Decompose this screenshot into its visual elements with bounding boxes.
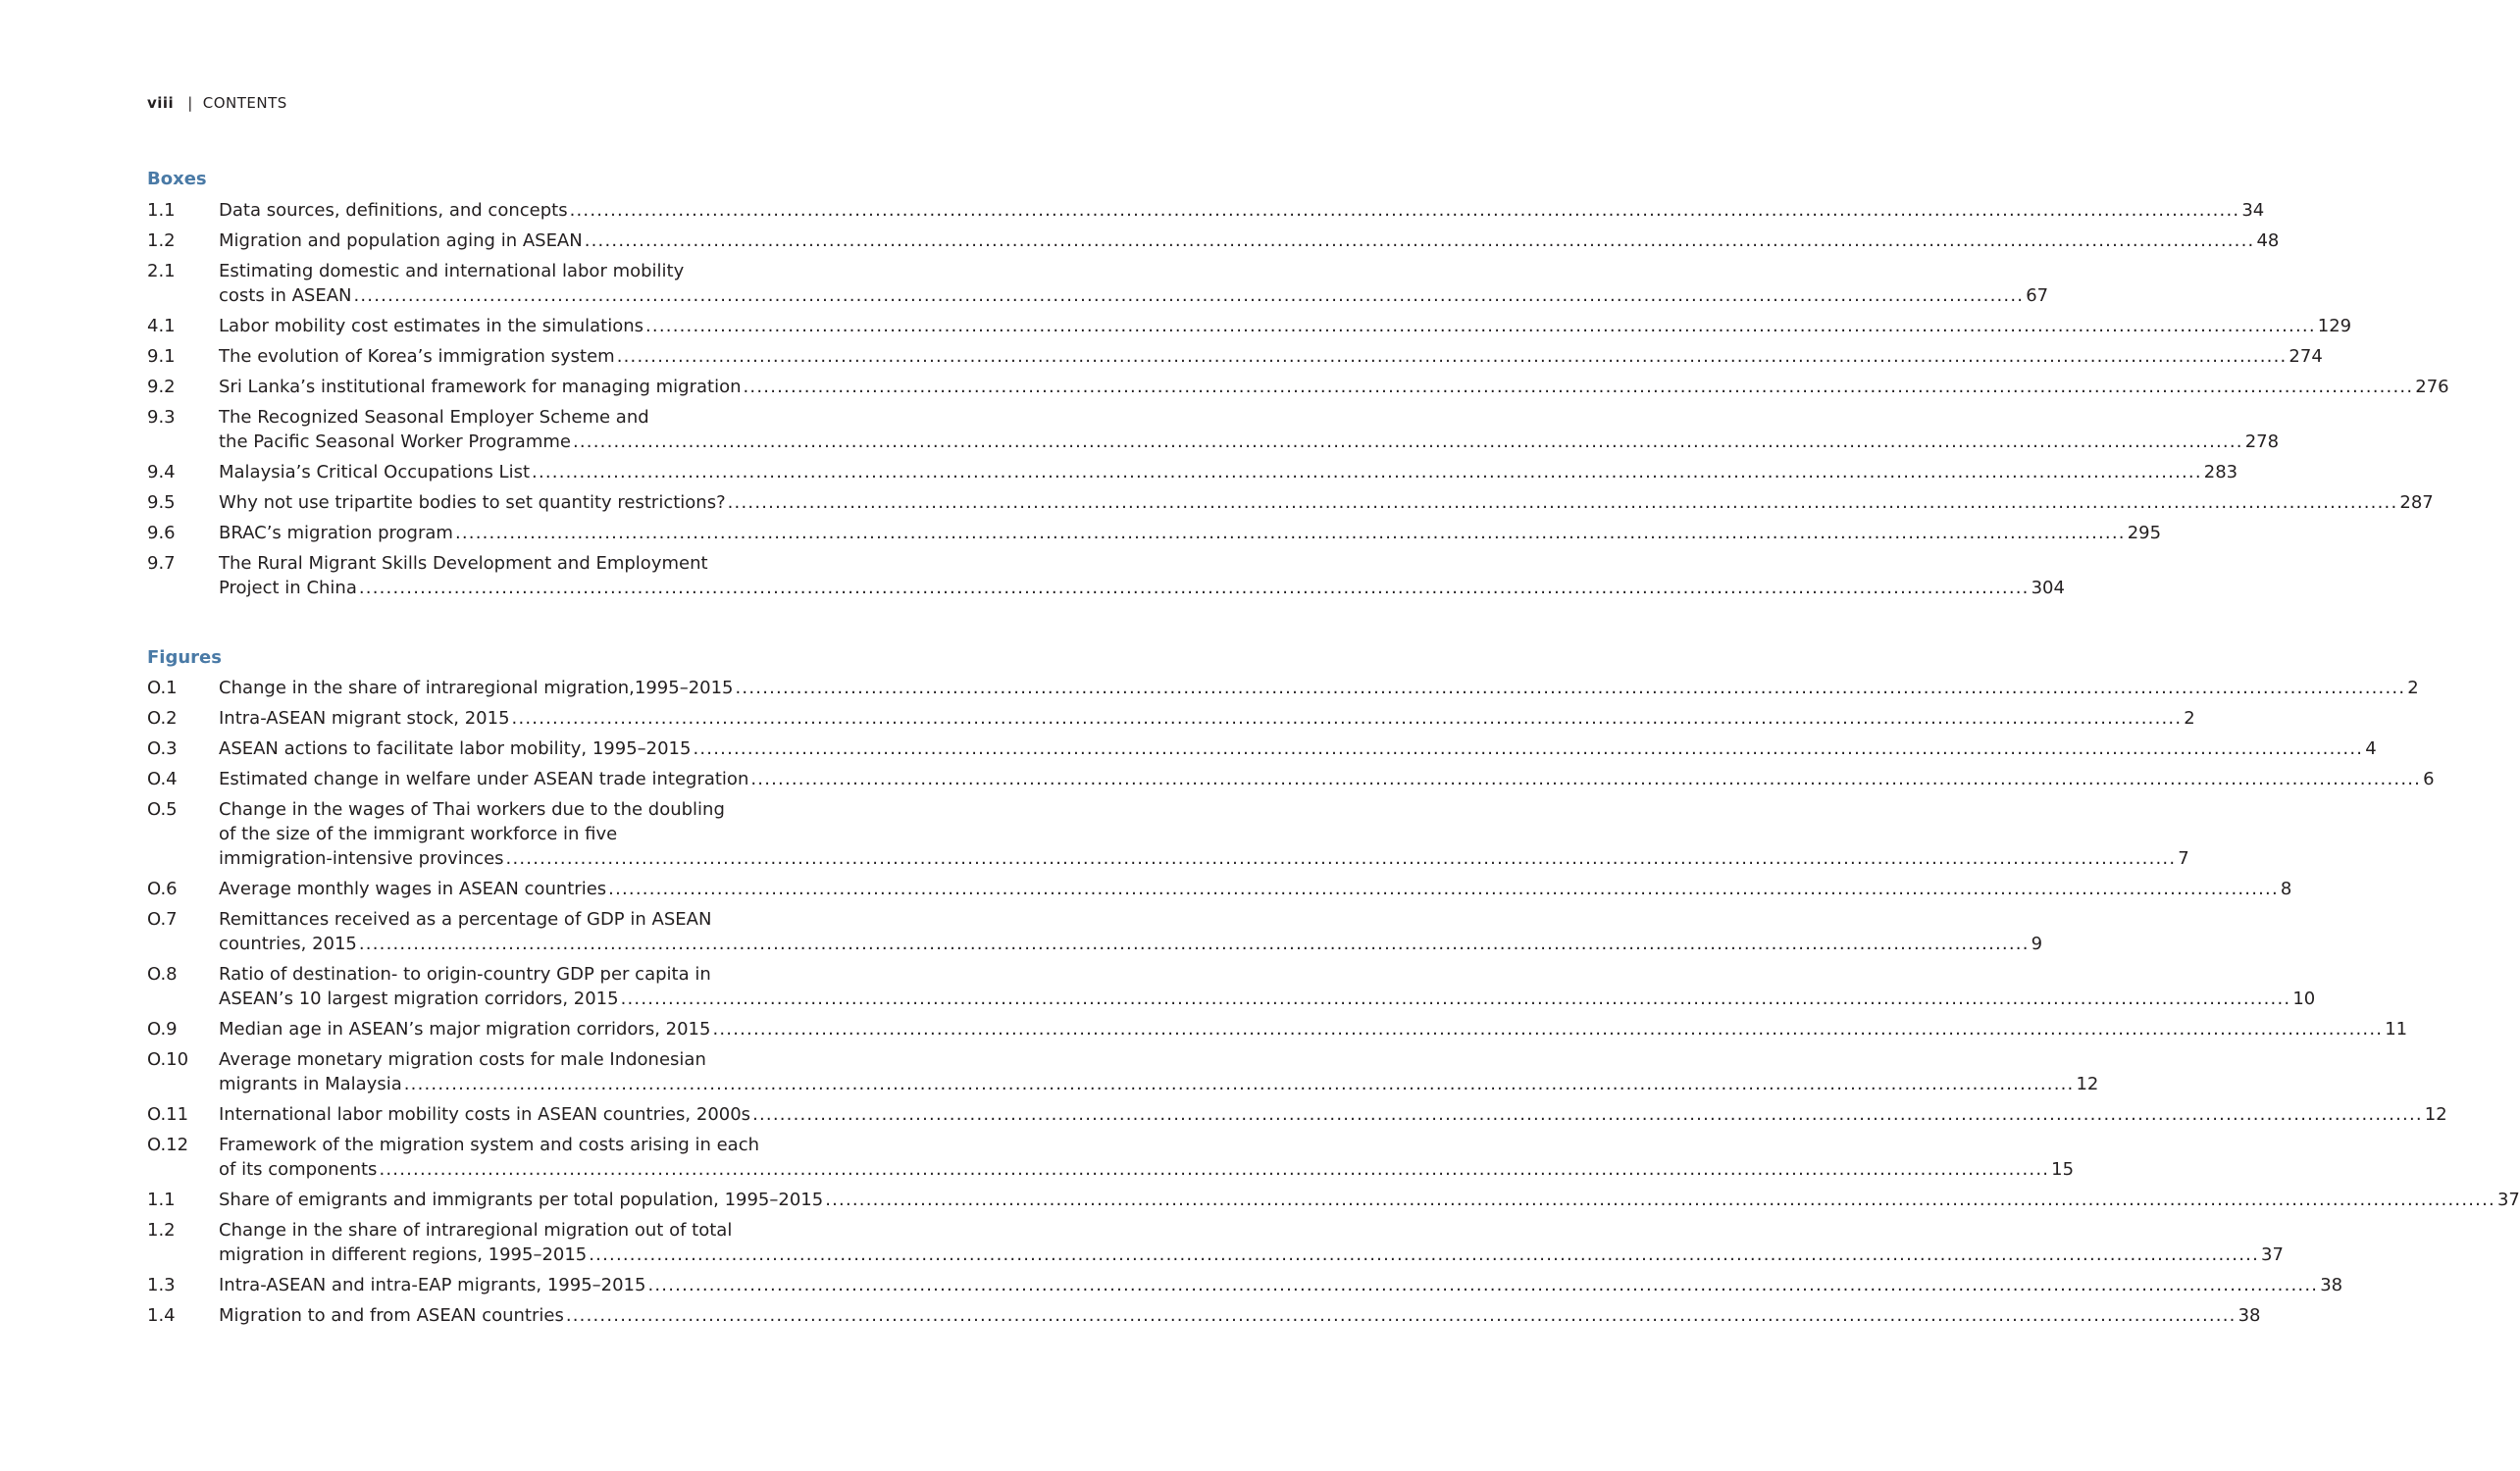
- entry-body: [219, 907, 2042, 956]
- entry-body: [219, 259, 2048, 308]
- entry-page-number[interactable]: 6: [2423, 769, 2435, 789]
- entry-page-number[interactable]: 2: [2407, 678, 2419, 698]
- entry-last-line: [219, 1157, 2074, 1182]
- dot-leader: [736, 676, 2406, 700]
- entry-body: [219, 676, 2419, 700]
- entry-title-line: BRAC’s migration program: [219, 523, 453, 543]
- toc-entry[interactable]: [147, 198, 2265, 223]
- entry-title-line: costs in ASEAN: [219, 285, 352, 306]
- entry-title-line: Share of emigrants and immigrants per total population, 1995–2015: [219, 1190, 824, 1210]
- dot-leader: [570, 198, 2240, 223]
- dot-leader: [621, 987, 2291, 1011]
- toc-entry[interactable]: [147, 1188, 2520, 1212]
- entry-page-number[interactable]: 8: [2280, 879, 2292, 899]
- entry-last-line: [219, 987, 2315, 1011]
- entry-body: [219, 877, 2291, 901]
- entry-title-line: Ratio of destination- to origin-country GDP per capita in: [219, 964, 711, 985]
- entry-number: O.11: [147, 1104, 189, 1125]
- entry-number: O.3: [147, 738, 178, 759]
- entry-title-line: ASEAN’s 10 largest migration corridors, 2015: [219, 989, 619, 1009]
- entry-number: O.4: [147, 769, 178, 789]
- entry-title-line: Labor mobility cost estimates in the simulations: [219, 316, 644, 336]
- toc-entry[interactable]: [147, 375, 2449, 399]
- entry-title-line: the Pacific Seasonal Worker Programme: [219, 431, 571, 452]
- dot-leader: [573, 430, 2243, 454]
- entry-last-line: [219, 676, 2419, 700]
- entry-title-line: Estimated change in welfare under ASEAN trade integration: [219, 769, 749, 789]
- entry-body: [219, 767, 2435, 791]
- dot-leader: [744, 375, 2414, 399]
- dot-leader: [589, 1243, 2259, 1267]
- entry-last-line: [219, 344, 2323, 369]
- entry-body: [219, 375, 2449, 399]
- entry-last-line: [219, 1017, 2407, 1041]
- entry-number: O.1: [147, 678, 178, 698]
- entry-title-line: Intra-ASEAN migrant stock, 2015: [219, 708, 510, 729]
- entry-title-line: of its components: [219, 1159, 378, 1180]
- entry-title-line: Change in the share of intraregional migration,1995–2015: [219, 678, 734, 698]
- entry-page-number[interactable]: 37: [2496, 1190, 2520, 1210]
- toc-entry[interactable]: [147, 877, 2292, 901]
- toc-entry[interactable]: [147, 259, 2049, 308]
- toc-entry[interactable]: [147, 767, 2435, 791]
- entry-title-line: The evolution of Korea’s immigration system: [219, 346, 615, 367]
- toc-entry[interactable]: [147, 676, 2419, 700]
- entry-title-line: International labor mobility costs in ASEAN countries, 2000s: [219, 1104, 751, 1125]
- entry-last-line: [219, 767, 2435, 791]
- entry-number: 2.1: [147, 261, 176, 281]
- entry-last-line: [219, 736, 2377, 761]
- entry-body: [219, 1273, 2342, 1297]
- entry-body: [219, 1188, 2520, 1212]
- entry-last-line: [219, 490, 2434, 515]
- toc-entry[interactable]: [147, 405, 2280, 454]
- entry-number: 9.4: [147, 462, 176, 482]
- entry-body: [219, 1133, 2074, 1182]
- dot-leader: [617, 344, 2288, 369]
- dot-leader: [712, 1017, 2383, 1041]
- toc-entry[interactable]: [147, 344, 2323, 369]
- entry-body: [219, 521, 2161, 545]
- entry-last-line: [219, 521, 2161, 545]
- dot-leader: [359, 932, 2030, 956]
- toc-entry[interactable]: [147, 1017, 2408, 1041]
- entry-number: 9.2: [147, 377, 176, 397]
- toc-entry[interactable]: [147, 460, 2238, 484]
- entry-title-line: Change in the wages of Thai workers due to the doubling: [219, 799, 725, 820]
- toc-entry[interactable]: [147, 1133, 2075, 1182]
- entry-number: O.2: [147, 708, 178, 729]
- entry-number: 1.1: [147, 200, 176, 221]
- entry-page-number[interactable]: 67: [2026, 285, 2049, 306]
- dot-leader: [566, 1303, 2237, 1328]
- entry-number: 1.2: [147, 1220, 176, 1241]
- entry-last-line: [219, 1188, 2520, 1212]
- entry-page-number[interactable]: 7: [2178, 848, 2189, 869]
- entry-last-line: [219, 1303, 2260, 1328]
- entry-last-line: [219, 932, 2042, 956]
- entry-title-line: of the size of the immigrant workforce in five: [219, 824, 618, 844]
- entry-body: [219, 706, 2195, 731]
- toc-entry[interactable]: [147, 314, 2352, 338]
- toc-entry[interactable]: [147, 1218, 2284, 1267]
- entry-title-line: migration in different regions, 1995–2015: [219, 1244, 588, 1265]
- running-head: [147, 94, 287, 112]
- entry-last-line: [219, 283, 2048, 308]
- entry-last-line: [219, 877, 2291, 901]
- entry-last-line: [219, 198, 2264, 223]
- dot-leader: [359, 576, 2030, 600]
- entry-page-number[interactable]: 274: [2289, 346, 2323, 367]
- entry-title-line: Data sources, definitions, and concepts: [219, 200, 568, 221]
- toc-entry[interactable]: [147, 1102, 2447, 1127]
- dot-leader: [647, 1273, 2318, 1297]
- entry-number: 9.6: [147, 523, 176, 543]
- entry-title-line: The Rural Migrant Skills Development and Employment: [219, 553, 708, 574]
- entry-number: O.7: [147, 909, 178, 930]
- entry-last-line: [219, 460, 2237, 484]
- entry-body: [219, 1303, 2260, 1328]
- dot-leader: [455, 521, 2126, 545]
- toc-entry[interactable]: [147, 736, 2377, 761]
- entry-page-number[interactable]: 48: [2256, 230, 2280, 251]
- entry-number: 9.3: [147, 407, 176, 428]
- running-head-label: CONTENTS: [202, 94, 287, 112]
- dot-leader: [693, 736, 2363, 761]
- entry-number: 1.3: [147, 1275, 176, 1295]
- entry-title-line: immigration-intensive provinces: [219, 848, 504, 869]
- entry-title-line: Why not use tripartite bodies to set quantity restrictions?: [219, 492, 726, 513]
- entry-body: [219, 736, 2377, 761]
- entry-number: 1.2: [147, 230, 176, 251]
- figures-list: [147, 676, 2520, 1334]
- entry-last-line: [219, 1273, 2342, 1297]
- entry-title-line: Change in the share of intraregional migration out of total: [219, 1220, 733, 1241]
- toc-entry[interactable]: [147, 228, 2280, 253]
- entry-page-number[interactable]: 276: [2415, 377, 2449, 397]
- entry-page-number[interactable]: 11: [2385, 1019, 2408, 1040]
- entry-page-number[interactable]: 12: [2424, 1104, 2447, 1125]
- boxes-list: [147, 198, 2449, 606]
- entry-body: [219, 405, 2279, 454]
- entry-title-line: Median age in ASEAN’s major migration corridors, 2015: [219, 1019, 711, 1040]
- entry-title-line: Average monetary migration costs for male Indonesian: [219, 1049, 706, 1070]
- entry-number: O.5: [147, 799, 178, 820]
- entry-title-line: countries, 2015: [219, 934, 357, 954]
- entry-title-line: Intra-ASEAN and intra-EAP migrants, 1995–2015: [219, 1275, 646, 1295]
- entry-title-line: Average monthly wages in ASEAN countries: [219, 879, 607, 899]
- entry-number: O.8: [147, 964, 178, 985]
- header-separator: |: [187, 94, 193, 112]
- figures-section-title: Figures: [147, 647, 222, 668]
- entry-page-number[interactable]: 283: [2203, 462, 2238, 482]
- toc-entry[interactable]: [147, 797, 2189, 871]
- entry-page-number[interactable]: 4: [2365, 738, 2377, 759]
- entry-page-number[interactable]: 37: [2261, 1244, 2284, 1265]
- dot-leader: [512, 706, 2183, 731]
- boxes-section-title: Boxes: [147, 169, 207, 189]
- entry-title-line: Migration and population aging in ASEAN: [219, 230, 583, 251]
- dot-leader: [353, 283, 2024, 308]
- entry-number: O.10: [147, 1049, 189, 1070]
- entry-last-line: [219, 576, 2065, 600]
- toc-entry[interactable]: [147, 521, 2162, 545]
- entry-body: [219, 198, 2264, 223]
- entry-page-number[interactable]: 2: [2184, 708, 2195, 729]
- entry-body: [219, 460, 2237, 484]
- dot-leader: [404, 1072, 2075, 1096]
- entry-body: [219, 962, 2315, 1011]
- entry-last-line: [219, 1102, 2447, 1127]
- entry-last-line: [219, 706, 2195, 731]
- entry-page-number[interactable]: 10: [2292, 989, 2316, 1009]
- entry-title-line: Migration to and from ASEAN countries: [219, 1305, 564, 1326]
- entry-page-number[interactable]: 129: [2317, 316, 2352, 336]
- dot-leader: [750, 767, 2421, 791]
- entry-number: 9.1: [147, 346, 176, 367]
- entry-number: 9.5: [147, 492, 176, 513]
- dot-leader: [379, 1157, 2049, 1182]
- entry-last-line: [219, 314, 2351, 338]
- entry-body: [219, 1218, 2284, 1267]
- entry-title-line: Remittances received as a percentage of GDP in ASEAN: [219, 909, 712, 930]
- toc-entry[interactable]: [147, 551, 2065, 600]
- entry-body: [219, 1017, 2407, 1041]
- dot-leader: [506, 846, 2177, 871]
- entry-title-line: Malaysia’s Critical Occupations List: [219, 462, 531, 482]
- entry-page-number[interactable]: 278: [2244, 431, 2280, 452]
- entry-title-line: Sri Lanka’s institutional framework for managing migration: [219, 377, 742, 397]
- toc-entry[interactable]: [147, 962, 2316, 1011]
- entry-page-number[interactable]: 34: [2241, 200, 2265, 221]
- entry-last-line: [219, 228, 2279, 253]
- entry-title-line: The Recognized Seasonal Employer Scheme and: [219, 407, 649, 428]
- entry-page-number[interactable]: 38: [2320, 1275, 2343, 1295]
- entry-title-line: ASEAN actions to facilitate labor mobility, 1995–2015: [219, 738, 692, 759]
- dot-leader: [728, 490, 2398, 515]
- page-number: viii: [147, 94, 175, 112]
- dot-leader: [645, 314, 2316, 338]
- entry-page-number[interactable]: 38: [2237, 1305, 2261, 1326]
- entry-last-line: [219, 375, 2449, 399]
- dot-leader: [752, 1102, 2423, 1127]
- entry-body: [219, 490, 2434, 515]
- entry-last-line: [219, 1243, 2284, 1267]
- entry-title-line: migrants in Malaysia: [219, 1074, 402, 1094]
- toc-entry[interactable]: [147, 1273, 2343, 1297]
- toc-entry[interactable]: [147, 1303, 2261, 1328]
- dot-leader: [825, 1188, 2495, 1212]
- entry-page-number[interactable]: 9: [2031, 934, 2043, 954]
- entry-page-number[interactable]: 15: [2051, 1159, 2075, 1180]
- dot-leader: [532, 460, 2202, 484]
- toc-entry[interactable]: [147, 490, 2434, 515]
- entry-title-line: Framework of the migration system and costs arising in each: [219, 1135, 760, 1155]
- entry-number: O.6: [147, 879, 178, 899]
- dot-leader: [608, 877, 2279, 901]
- entry-page-number[interactable]: 295: [2127, 523, 2162, 543]
- entry-number: 9.7: [147, 553, 176, 574]
- entry-body: [219, 551, 2065, 600]
- entry-body: [219, 314, 2351, 338]
- entry-page-number[interactable]: 12: [2076, 1074, 2099, 1094]
- entry-number: 1.4: [147, 1305, 176, 1326]
- entry-number: O.12: [147, 1135, 189, 1155]
- dot-leader: [585, 228, 2255, 253]
- entry-body: [219, 797, 2189, 871]
- toc-entry[interactable]: [147, 706, 2195, 731]
- entry-last-line: [219, 846, 2189, 871]
- entry-page-number[interactable]: 287: [2399, 492, 2434, 513]
- entry-number: 4.1: [147, 316, 176, 336]
- entry-body: [219, 228, 2279, 253]
- entry-page-number[interactable]: 304: [2031, 578, 2065, 598]
- entry-number: 1.1: [147, 1190, 176, 1210]
- toc-entry[interactable]: [147, 1047, 2099, 1096]
- entry-body: [219, 1047, 2098, 1096]
- entry-title-line: Project in China: [219, 578, 357, 598]
- entry-number: O.9: [147, 1019, 178, 1040]
- entry-last-line: [219, 430, 2279, 454]
- entry-body: [219, 1102, 2447, 1127]
- entry-last-line: [219, 1072, 2098, 1096]
- toc-entry[interactable]: [147, 907, 2043, 956]
- entry-body: [219, 344, 2323, 369]
- entry-title-line: Estimating domestic and international labor mobility: [219, 261, 685, 281]
